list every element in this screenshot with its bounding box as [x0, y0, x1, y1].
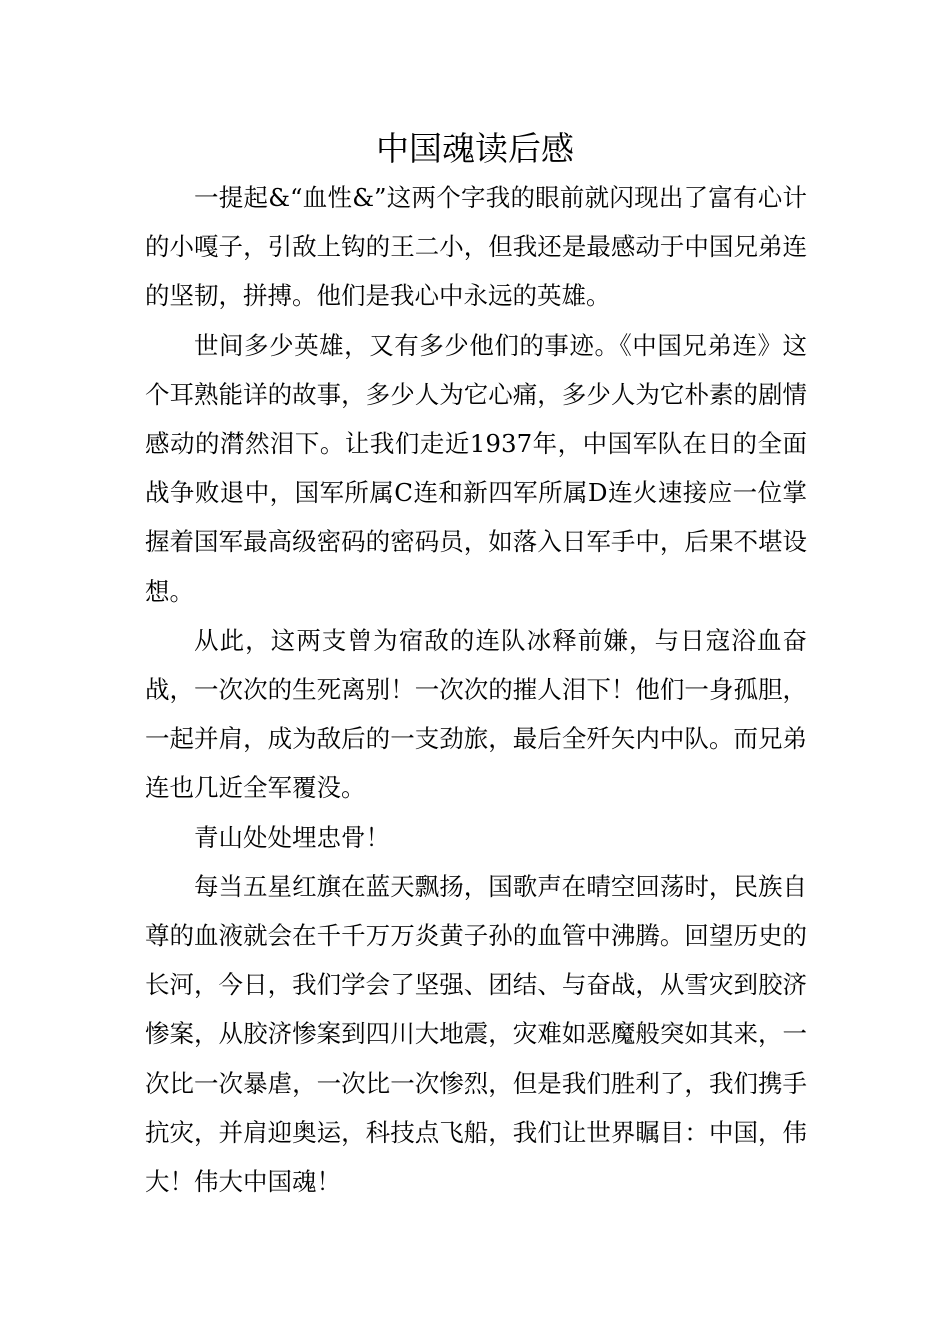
document-body — [145, 173, 807, 1206]
paragraph-5: 每当五星红旗在蓝天飘扬，国歌声在晴空回荡时，民族自尊的血液就会在千千万万炎黄子孙的血管中沸腾。回望历史的长河，今日，我们学会了坚强、团结、与奋战，从雪灾到胶济惨案，从胶济惨案到四川大地震，灾难如恶魔般突如其来，一次比一次暴虐，一次比一次惨烈，但是我们胜利了，我们携手抗灾，并肩迎奥运，科技点飞船，我们让世界瞩目：中国，伟大！伟大中国魂！ — [145, 871, 807, 1197]
document-title: 中国魂读后感 — [376, 129, 574, 168]
paragraph-1: 一提起&“血性&”这两个字我的眼前就闪现出了富有心计的小嘎子，引敌上钩的王二小，但我还是最感动于中国兄弟连的坚韧，拼搏。他们是我心中永远的英雄。 — [145, 183, 807, 311]
paragraph-2: 世间多少英雄，又有多少他们的事迹。《中国兄弟连》这个耳熟能详的故事，多少人为它心痛，多少人为它朴素的剧情感动的潸然泪下。让我们走近1937年，中国军队在日的全面战争败退中，国军所属C连和新四军所属D连火速接应一位掌握着国军最高级密码的密码员，如落入日军手中，后果不堪设想。 — [145, 330, 807, 606]
paragraph-4: 青山处处埋忠骨！ — [194, 822, 390, 852]
paragraph-3: 从此，这两支曾为宿敌的连队冰释前嫌，与日寇浴血奋战，一次次的生死离别！一次次的摧人泪下！他们一身孤胆，一起并肩，成为敌后的一支劲旅，最后全歼矢内中队。而兄弟连也几近全军覆没。 — [145, 625, 807, 803]
